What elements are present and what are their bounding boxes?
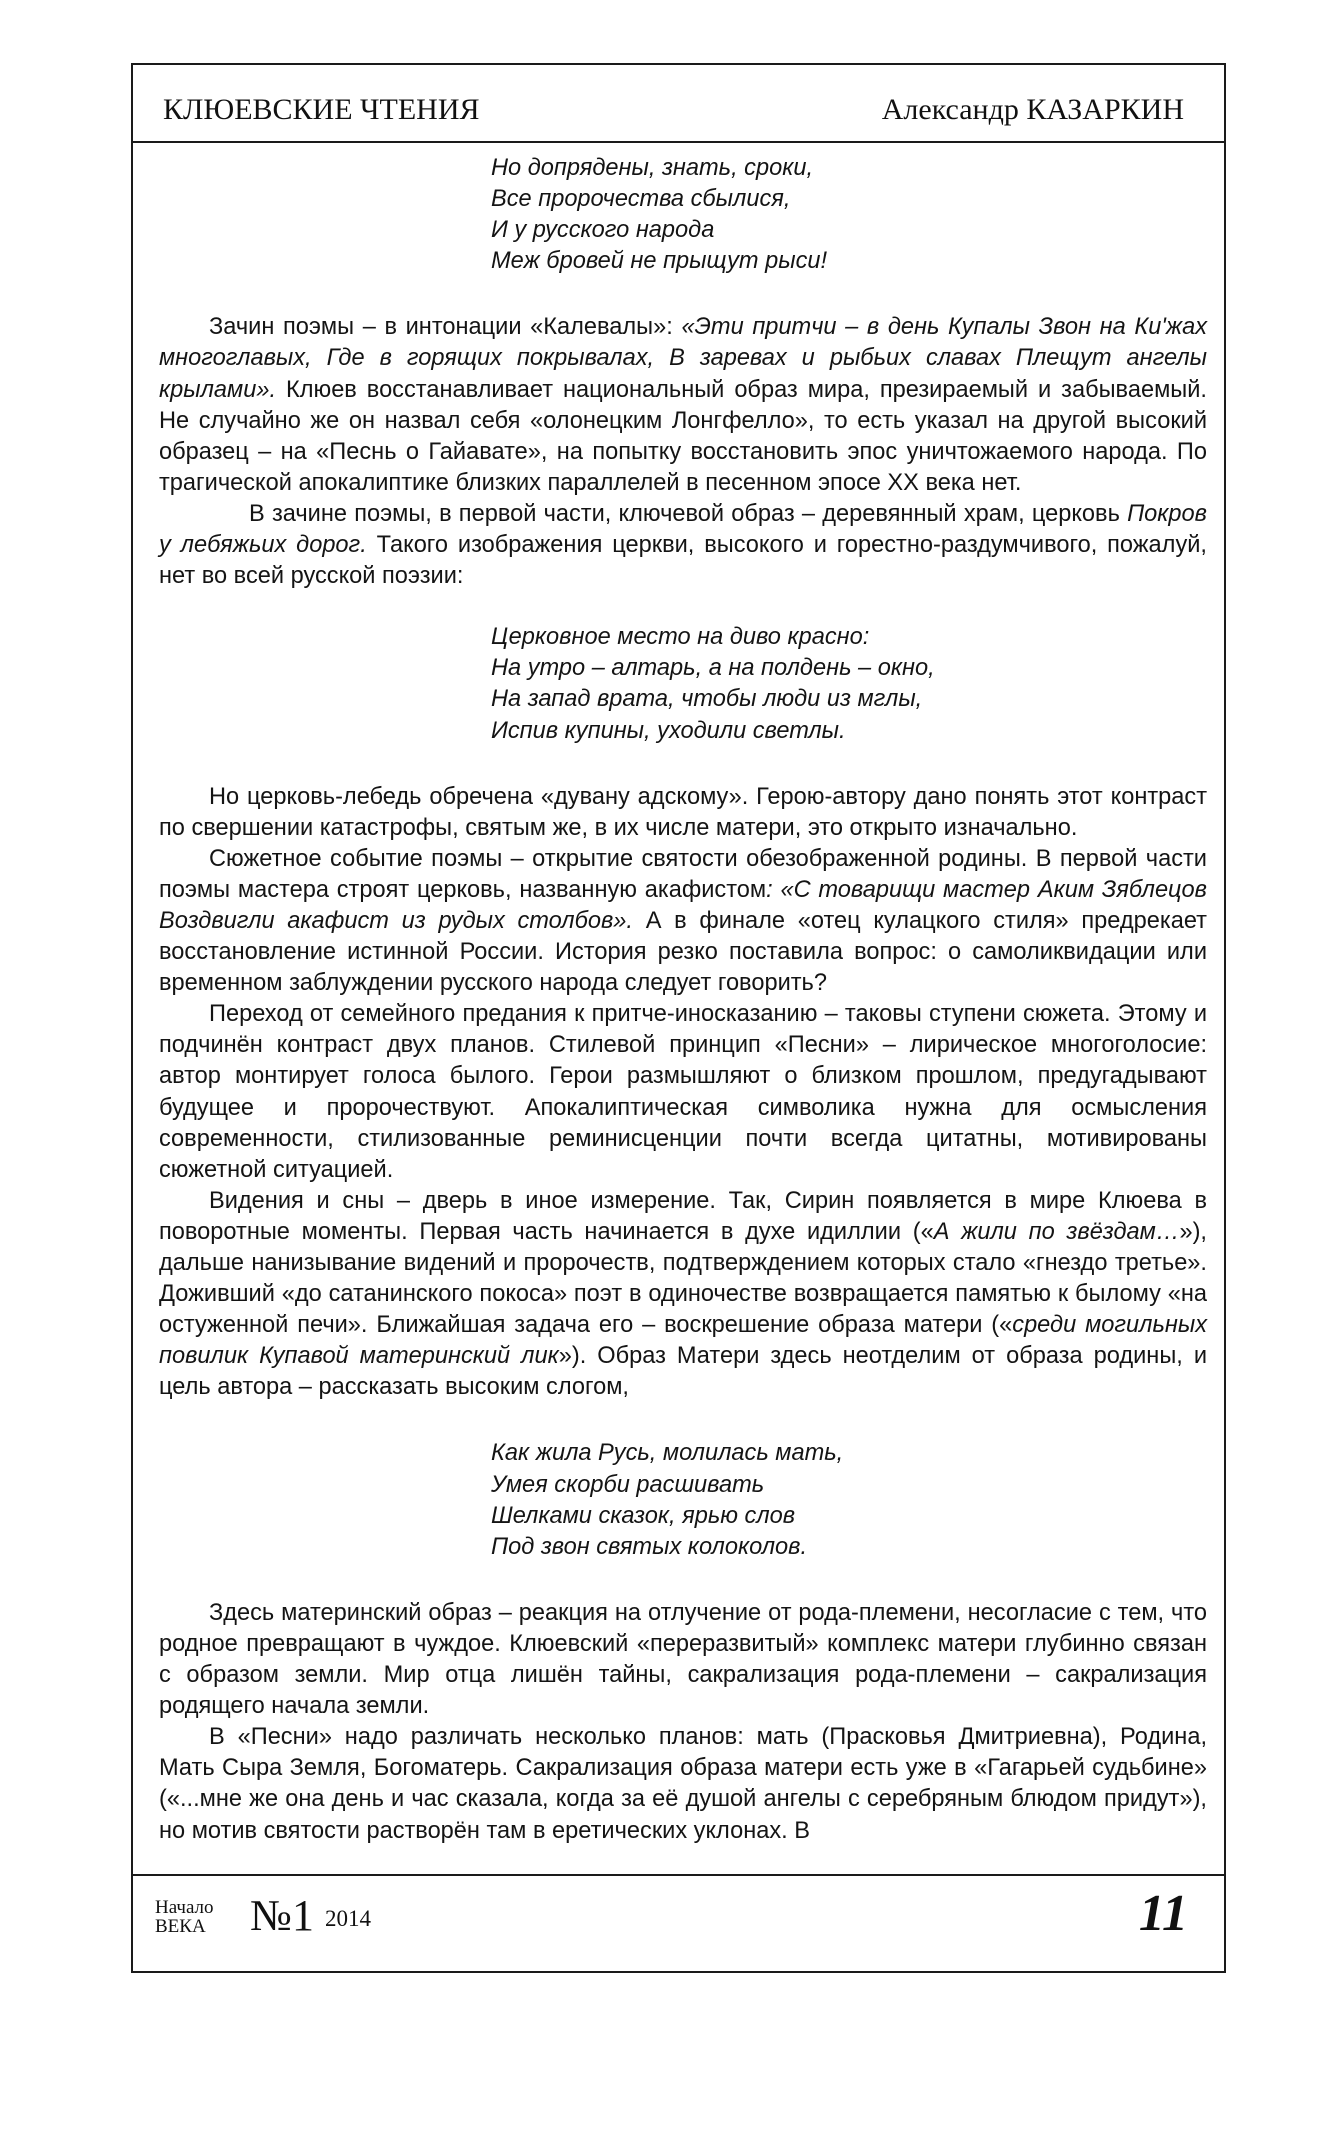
verse-line: Но допрядены, знать, сроки, <box>491 155 814 181</box>
verse-stanza-3 <box>491 1438 1207 1562</box>
page-footer <box>133 1874 1224 1971</box>
text-run: А в финале «отец кулацкого стиля» предрекает восстановление истинной России. История резко поставила вопрос: о самоликвидации или временном заблуждении русского народа следует говорить? <box>159 907 1207 997</box>
paragraph <box>159 1186 1207 1404</box>
paragraph: Здесь материнский образ – реакция на отлучение от рода-племени, несогласие с тем, что родное превращают в чуждое. Клюевский «переразвитый» комплекс матери глубинно связан с образом земли. Мир отца лишён тайны, сакрализация рода-племени – сакрализация родящего начала земли. <box>159 1599 1207 1720</box>
verse-line: Церковное место на диво красно: <box>491 624 870 651</box>
issue-year: 2014 <box>325 1906 371 1931</box>
journal-name <box>155 1898 214 1936</box>
text-run: Зачин поэмы – в интонации «Калевалы»: <box>209 314 682 341</box>
running-header <box>133 65 1224 143</box>
quote-italic: Покров у лебяжьих дорог. <box>159 500 1207 559</box>
text-run: Сюжетное событие поэмы – открытие святости обезображенной родины. В первой части поэмы мастера строят церковь, названную акафистом <box>159 845 1207 903</box>
quote-italic: среди могильных повилик Купавой материнский лик <box>159 1312 1207 1370</box>
text-run: »). Образ Матери здесь неотделим от образа родины, и цель автора – рассказать высоким слогом, <box>159 1343 1207 1401</box>
spacer <box>159 277 1207 312</box>
paragraph <box>159 312 1207 499</box>
article-body <box>159 153 1207 1847</box>
verse-line: Как жила Русь, молилась мать, <box>491 1440 844 1467</box>
quote-italic: : «С товарищи мастер Аким Зяблецов Воздвигли акафист из рудых столбов». <box>159 876 1207 934</box>
journal-section-title: КЛЮЕВСКИЕ ЧТЕНИЯ <box>163 93 480 126</box>
journal-name-line: Начало <box>155 1897 214 1918</box>
page-frame <box>131 63 1226 1973</box>
spacer <box>159 1563 1207 1598</box>
verse-line: И у русского народа <box>491 217 715 244</box>
spacer <box>159 1403 1207 1438</box>
verse-stanza-2 <box>491 622 1207 746</box>
paragraph <box>159 499 1207 592</box>
verse-line: Под звон святых колоколов. <box>491 1533 808 1560</box>
author-name: Александр КАЗАРКИН <box>881 93 1184 126</box>
paragraph: Переход от семейного предания к притче-иносказанию – таковы ступени сюжета. Этому и подчинён контраст двух планов. Стилевой принцип «Песни» – лирическое многоголосие: автор монтирует голоса былого. Герои размышляют о близком прошлом, предугадывают будущее и пророчествуют. Апокалиптическая символика нужна для осмысления современности, стилизованные реминисценции почти всегда цитатны, мотивированы сюжетной ситуацией. <box>159 1001 1207 1183</box>
paragraph: Но церковь-лебедь обречена «дувану адскому». Герою-автору дано понять этот контраст по свершении катастрофы, святым же, в их числе матери, это открыто изначально. <box>159 783 1207 841</box>
verse-stanza-1 <box>491 153 1207 277</box>
text-run: Видения и сны – дверь в иное измерение. Так, Сирин появляется в мире Клюева в поворотные моменты. Первая часть начинается в духе идиллии (« <box>159 1187 1207 1245</box>
issue-number: №1 <box>250 1891 314 1940</box>
paragraph <box>159 844 1207 999</box>
verse-line: На утро – алтарь, а на полдень – окно, <box>491 655 935 682</box>
verse-line: Умея скорби расшивать <box>491 1471 765 1498</box>
verse-line: На запад врата, чтобы люди из мглы, <box>491 686 923 713</box>
page-number: 11 <box>1138 1885 1188 1942</box>
text-run: Клюев восстанавливает национальный образ мира, презираемый и забываемый. Не случайно же он назвал себя «олонецким Лонгфелло», то есть указал на другой высокий образец – на «Песнь о Гайавате», на попытку восстановить эпос уничтожаемого народа. По трагической апокалиптике близких параллелей в песенном эпосе XX века нет. <box>159 376 1207 496</box>
text-run: Такого изображения церкви, высокого и горестно-раздумчивого, пожалуй, нет во всей русской поэзии: <box>159 532 1207 590</box>
quote-italic: А жили по звёздам… <box>933 1218 1180 1245</box>
spacer <box>159 592 1207 622</box>
text-run: В зачине поэмы, в первой части, ключевой образ – деревянный храм, церковь <box>249 500 1128 527</box>
text-run: »), дальше нанизывание видений и пророчеств, подтверждением которых стало «гнездо третье». Доживший «до сатанинского покоса» поэт в одиночестве возвращается памятью к былому «на остуженной печи». Ближайшая задача его – воскрешение образа матери (« <box>159 1218 1207 1339</box>
verse-line: Все пророчества сбылися, <box>491 186 791 213</box>
verse-line: Шелками сказок, ярью слов <box>491 1502 796 1529</box>
paragraph: В «Песни» надо различать несколько планов: мать (Прасковья Дмитриевна), Родина, Мать Сыра Земля, Богоматерь. Сакрализация образа матери есть уже в «Гагарьей судьбине» («...мне же она день и час сказала, когда за её душой ангелы с серебряным блюдом придут»), но мотив святости растворён там в еретических уклонах. В <box>159 1724 1207 1844</box>
verse-line: Меж бровей не прыщут рыси! <box>491 248 828 275</box>
verse-line: Испив купины, уходили светлы. <box>491 717 846 744</box>
quote-italic: «Эти притчи – в день Купалы Звон на Ки'жах многоглавых, Где в горящих покрывалах, В заревах и рыбьих славах Плещут ангелы крылами». <box>159 314 1208 403</box>
journal-name-line: ВЕКА <box>155 1916 206 1937</box>
spacer <box>159 747 1207 782</box>
